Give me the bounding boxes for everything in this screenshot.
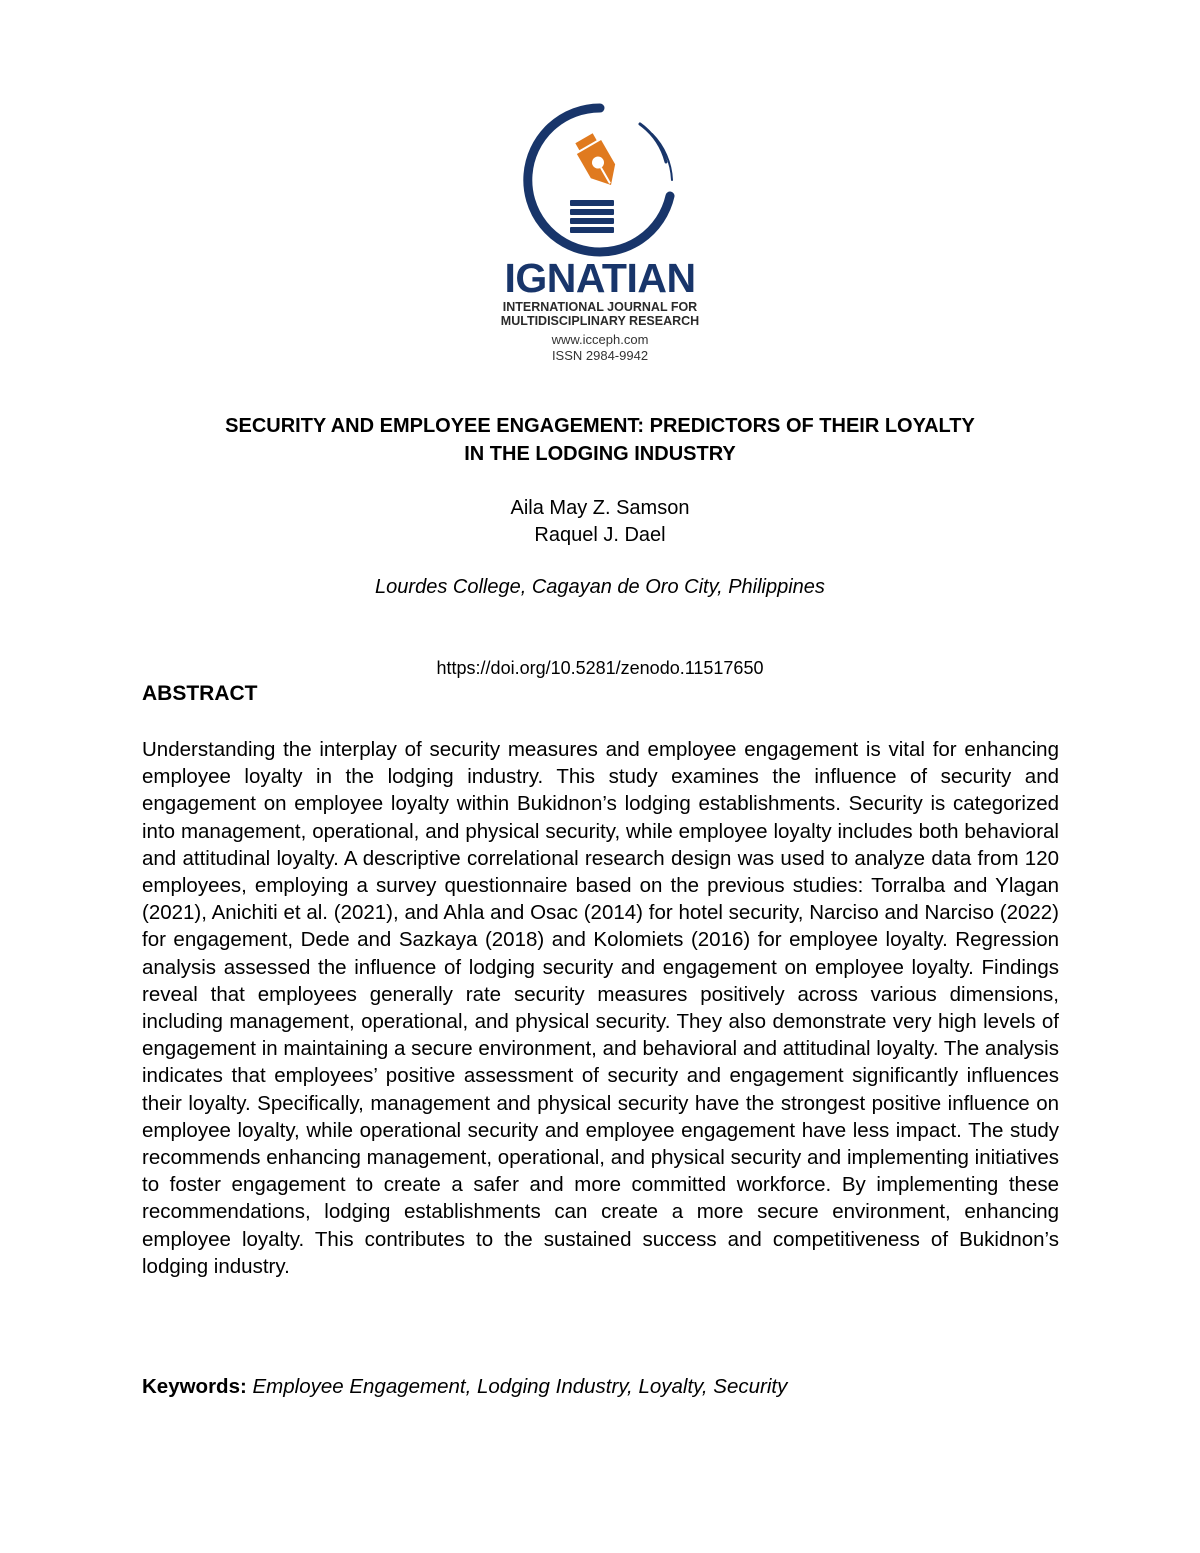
paper-title-line2: IN THE LODGING INDUSTRY	[464, 443, 736, 465]
journal-name: IGNATIAN	[504, 255, 696, 301]
journal-subtitle	[0, 300, 1200, 328]
author-name: Raquel J. Dael	[534, 524, 666, 546]
author-list	[0, 495, 1200, 549]
paper-title-line1: SECURITY AND EMPLOYEE ENGAGEMENT: PREDICTORS OF THEIR LOYALTY	[225, 415, 975, 437]
author-affiliation: Lourdes College, Cagayan de Oro City, Philippines	[375, 576, 825, 598]
keywords-line	[142, 1375, 1059, 1399]
author-name: Aila May Z. Samson	[510, 497, 690, 519]
journal-logo-icon	[520, 100, 680, 260]
abstract-text: Understanding the interplay of security measures and employee engagement is vital for enhancing employee loyalty in the lodging industry. This study examines the influence of security and engagement on employee loyalty within Bukidnon’s lodging establishments. Security is categorized into management, operational, and physical security, while employee loyalty includes both behavioral and attitudinal loyalty. A descriptive correlational research design was used to analyze data from 120 employees, employing a survey questionnaire based on the previous studies: Torralba and Ylagan (2021), Anichiti et al. (2021), and Ahla and Osac (2014) for hotel security, Narciso and Narciso (2022) for engagement, Dede and Sazkaya (2018) and Kolomiets (2016) for employee loyalty. Regression analysis assessed the influence of lodging security and engagement on employee loyalty. Findings reveal that employees generally rate security measures positively across various dimensions, including management, operational, and physical security. They also demonstrate very high levels of engagement in maintaining a secure environment, and behavioral and attitudinal loyalty. The analysis indicates that employees’ positive assessment of security and engagement significantly influences their loyalty. Specifically, management and physical security have the strongest positive influence on employee loyalty, while operational security and employee engagement have less impact. The study recommends enhancing management, operational, and physical security and implementing initiatives to foster engagement to create a safer and more committed workforce. By implementing these recommendations, lodging establishments can create a more secure environment, enhancing employee loyalty. This contributes to the sustained success and competitiveness of Bukidnon’s lodging industry.	[142, 738, 1059, 1278]
journal-masthead	[0, 100, 1200, 364]
journal-website-link[interactable]: www.icceph.com	[551, 332, 649, 347]
journal-subtitle-line1: INTERNATIONAL JOURNAL FOR	[502, 300, 698, 314]
journal-subtitle-line2: MULTIDISCIPLINARY RESEARCH	[500, 314, 700, 328]
keywords-list: Employee Engagement, Lodging Industry, Loyalty, Security	[252, 1375, 788, 1398]
keywords-label: Keywords:	[142, 1375, 253, 1398]
journal-meta	[0, 332, 1200, 364]
journal-issn: ISSN 2984-9942	[551, 348, 649, 363]
doi-link[interactable]: https://doi.org/10.5281/zenodo.11517650	[436, 658, 764, 678]
abstract-heading: ABSTRACT	[142, 682, 258, 705]
paper-title	[100, 412, 1100, 468]
